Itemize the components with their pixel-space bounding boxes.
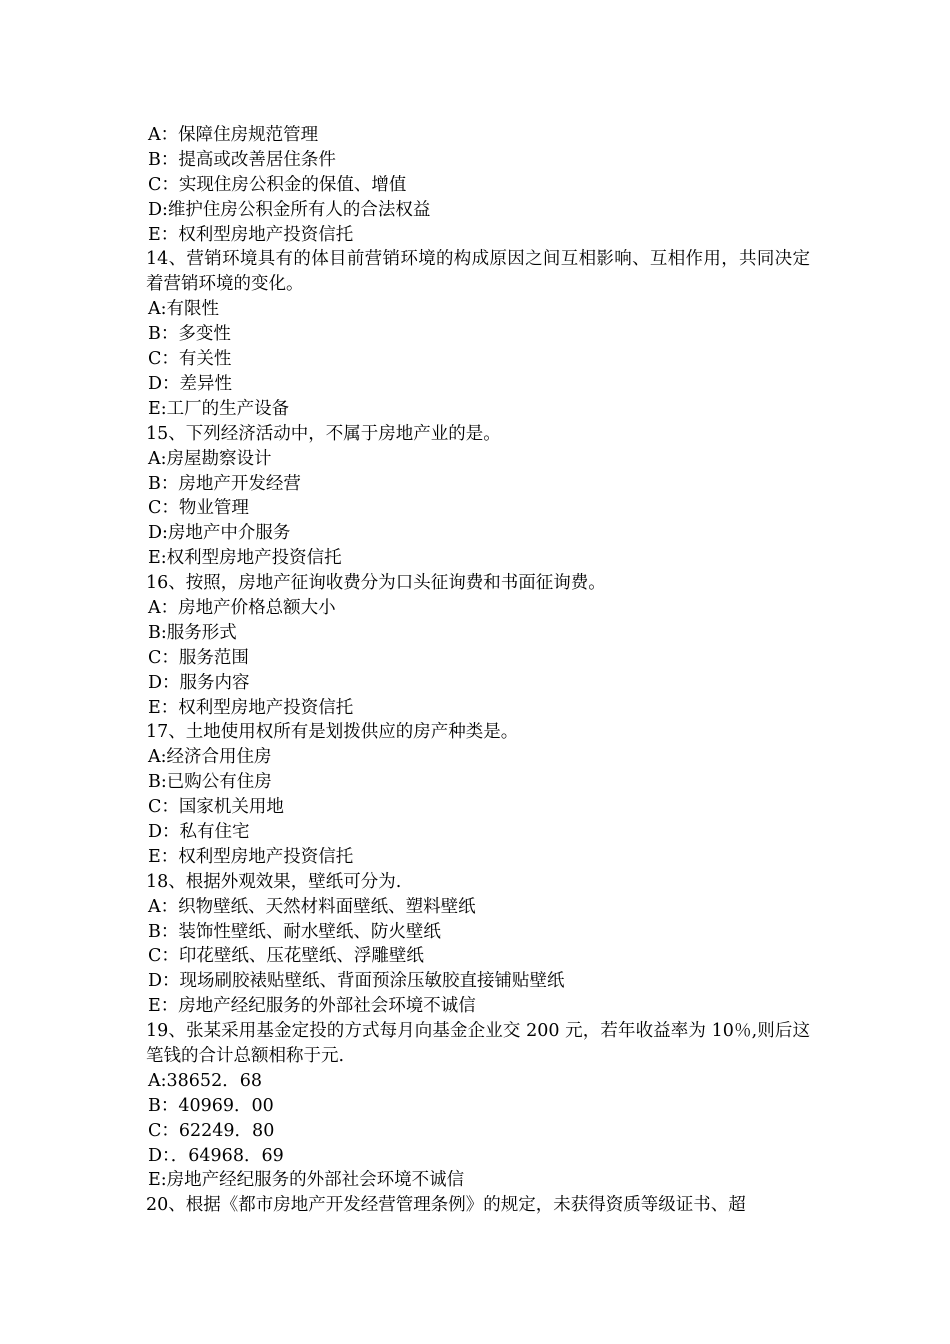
- question-15: 15、下列经济活动中，不属于房地产业的是。: [146, 423, 501, 444]
- question-18: 18、根据外观效果，壁纸可分为.: [146, 871, 402, 892]
- option-line: C：62249．80: [148, 1120, 275, 1141]
- option-line: C：有关性: [148, 349, 232, 370]
- option-line: E:房地产经纪服务的外部社会环境不诚信: [148, 1170, 465, 1191]
- option-line: D：差异性: [148, 373, 233, 394]
- option-line: A:有限性: [148, 299, 220, 320]
- option-line: A:38652．68: [148, 1070, 262, 1091]
- option-line: C：实现住房公积金的保值、增值: [148, 174, 407, 195]
- question-16: 16、按照，房地产征询收费分为口头征询费和书面征询费。: [146, 573, 606, 594]
- option-line: B:服务形式: [148, 622, 237, 643]
- option-line: E:工厂的生产设备: [148, 398, 290, 419]
- option-line: D：私有住宅: [148, 821, 250, 842]
- option-line: A：织物壁纸、天然材料面壁纸、塑料壁纸: [148, 896, 476, 917]
- option-line: D：．64968．69: [148, 1145, 284, 1166]
- option-line: E：权利型房地产投资信托: [148, 224, 354, 245]
- option-line: C：国家机关用地: [148, 797, 284, 818]
- option-line: C：服务范围: [148, 647, 249, 668]
- question-19: 19、张某采用基金定投的方式每月向基金企业交 200 元，若年收益率为 10％,则后这笔钱的合计总额相称于元.: [146, 1021, 810, 1066]
- option-line: E：权利型房地产投资信托: [148, 846, 354, 867]
- option-line: D：服务内容: [148, 672, 250, 693]
- option-line: B：多变性: [148, 324, 231, 345]
- option-line: D：现场刷胶裱贴壁纸、背面预涂压敏胶直接铺贴壁纸: [148, 971, 565, 992]
- option-line: B:已购公有住房: [148, 772, 272, 793]
- option-line: B：房地产开发经营: [148, 473, 301, 494]
- option-line: A：保障住房规范管理: [148, 125, 319, 145]
- option-line: E：房地产经纪服务的外部社会环境不诚信: [148, 996, 476, 1017]
- question-14: 14、营销环境具有的体目前营销环境的构成原因之间互相影响、互相作用，共同决定着营销环境的变化。: [146, 249, 810, 295]
- question-20: 20、根据《都市房地产开发经营管理条例》的规定，未获得资质等级证书、超: [146, 1195, 746, 1216]
- option-line: A：房地产价格总额大小: [148, 597, 336, 618]
- option-line: B：提高或改善居住条件: [148, 149, 336, 170]
- option-line: A:经济合用住房: [148, 747, 272, 768]
- option-line: E:权利型房地产投资信托: [148, 548, 342, 569]
- option-line: C：印花壁纸、压花壁纸、浮雕壁纸: [148, 946, 424, 967]
- option-line: B：装饰性壁纸、耐水壁纸、防火壁纸: [148, 921, 441, 942]
- option-line: A:房屋勘察设计: [148, 448, 272, 469]
- option-line: E：权利型房地产投资信托: [148, 697, 354, 718]
- option-line: B：40969．00: [148, 1095, 274, 1116]
- option-line: D:维护住房公积金所有人的合法权益: [148, 199, 431, 220]
- option-line: D:房地产中介服务: [148, 523, 291, 544]
- option-line: C：物业管理: [148, 498, 249, 519]
- question-17: 17、土地使用权所有是划拨供应的房产种类是。: [146, 722, 519, 743]
- document-body: [146, 123, 810, 1218]
